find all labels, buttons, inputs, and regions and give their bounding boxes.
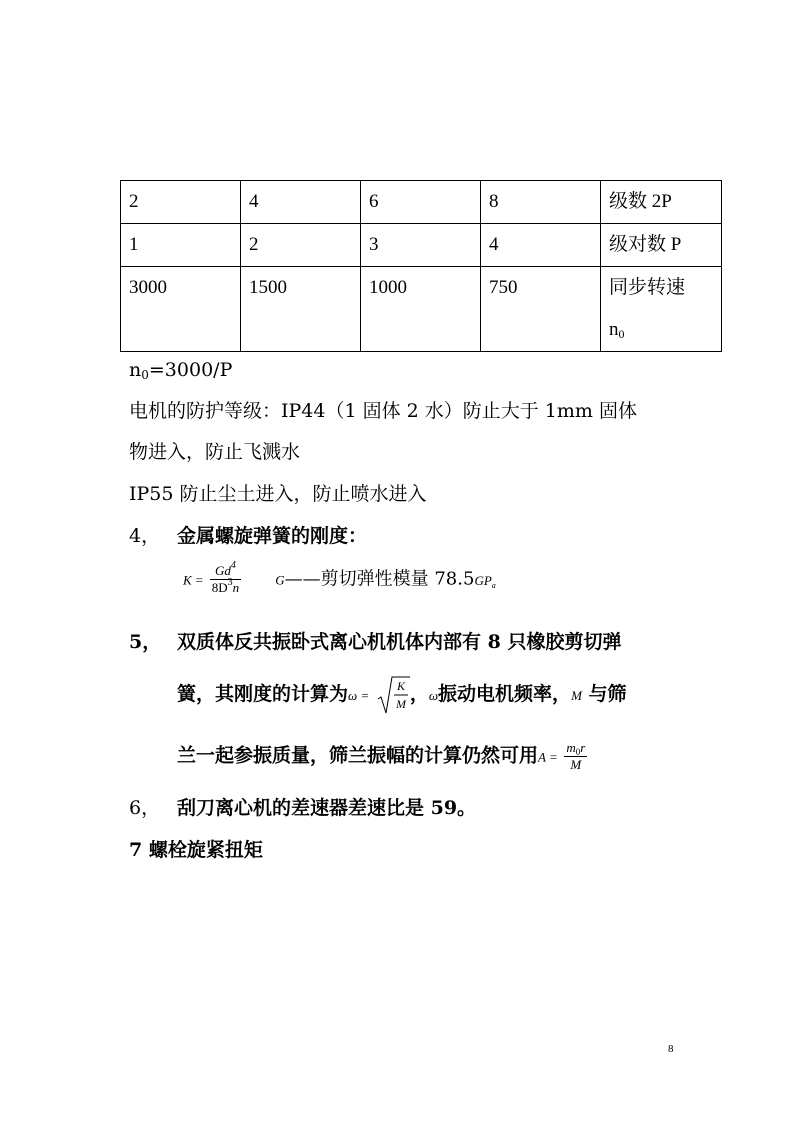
table-cell: 4 xyxy=(481,224,601,267)
table-cell: 8 xyxy=(481,181,601,224)
table-cell: 3000 xyxy=(121,267,241,352)
table-cell: 级数 2P xyxy=(601,181,722,224)
spring-stiffness-formula: K = $\frac{Gd^4}{8D^3n}$ G——剪切弹性模量 $78.5GP_a$ xyxy=(183,560,496,595)
amplitude-fraction: $\frac{m_0r}{M}$ xyxy=(566,740,586,772)
sync-speed-label: 同步转速 xyxy=(609,277,686,298)
table-cell: 2 xyxy=(241,224,361,267)
protection-line-2: 物进入，防止飞溅水 xyxy=(129,441,301,463)
stiffness-fraction: $\frac{Gd^4}{8D^3n}$ xyxy=(211,560,240,595)
table-row xyxy=(121,267,722,352)
protection-line-3: IP55 防止尘土进入，防止喷水进入 xyxy=(129,483,427,505)
item-6: 6， 刮刀离心机的差速器差速比是 59。 xyxy=(129,797,477,819)
table-row xyxy=(121,224,722,267)
page-number: 8 xyxy=(668,1043,674,1055)
table-cell: 级对数 P xyxy=(601,224,722,267)
item-5-line-3: 兰一起参振质量，筛兰振幅的计算仍然可用A = $\frac{m_0r}{M}$ xyxy=(177,740,586,772)
table-cell: 1 xyxy=(121,224,241,267)
table-cell xyxy=(601,267,722,352)
item-5-line-1: 5， 双质体反共振卧式离心机机体内部有 8 只橡胶剪切弹 xyxy=(129,631,622,653)
table-row xyxy=(121,181,722,224)
pole-speed-table xyxy=(120,180,722,352)
item-4-heading: 4， 金属螺旋弹簧的刚度： xyxy=(129,525,368,547)
n0-formula: $n_0=3000/P$ xyxy=(129,359,233,382)
table-cell: 750 xyxy=(481,267,601,352)
table-cell: 1000 xyxy=(361,267,481,352)
svg-text:K: K xyxy=(396,679,405,693)
table-cell: 4 xyxy=(241,181,361,224)
sync-speed-symbol: $n_0$ xyxy=(609,319,625,341)
sqrt-formula xyxy=(376,675,410,715)
table-cell: 6 xyxy=(361,181,481,224)
table-cell: 2 xyxy=(121,181,241,224)
item-5-line-2: 簧，其刚度的计算为ω = K M ，ω振动电机频率，M 与筛 xyxy=(177,675,627,715)
table-cell: 1500 xyxy=(241,267,361,352)
item-7: 7 螺栓旋紧扭矩 xyxy=(129,839,263,861)
svg-text:M: M xyxy=(395,697,406,711)
sqrt-sign xyxy=(376,675,410,715)
protection-line-1: 电机的防护等级：IP44（1 固体 2 水）防止大于 1mm 固体 xyxy=(129,400,637,422)
table-cell: 3 xyxy=(361,224,481,267)
